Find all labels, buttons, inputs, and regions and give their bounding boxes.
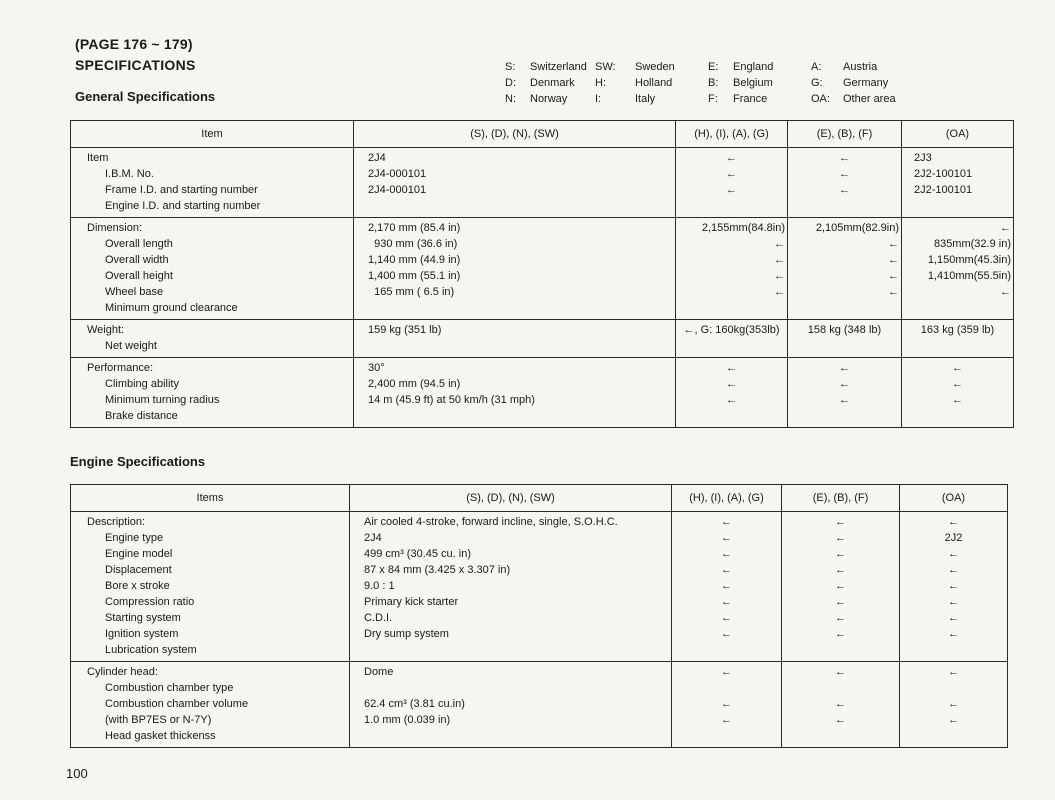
column-header: (E), (B), (F) <box>782 485 900 512</box>
value-cell <box>354 358 676 428</box>
value-cell <box>902 320 1014 358</box>
variant-value: 2,155mm(84.8in) <box>701 222 785 234</box>
spec-value: C.D.I. <box>364 612 393 624</box>
variant-value: ← <box>839 184 850 196</box>
variant-value: ← <box>835 580 846 592</box>
item-cell <box>71 662 350 748</box>
value-cell <box>902 148 1014 218</box>
item-label: Lubrication system <box>105 644 197 656</box>
variant-value: ← <box>948 628 959 640</box>
value-cell <box>902 218 1014 320</box>
group-title: Description: <box>87 516 146 528</box>
value-cell <box>350 662 672 748</box>
item-cell <box>71 358 354 428</box>
variant-value: ← <box>721 564 732 576</box>
value-cell <box>676 358 788 428</box>
value-cell <box>782 662 900 748</box>
value-cell <box>672 512 782 662</box>
table-row <box>71 320 1014 358</box>
legend-code: N: <box>505 93 516 105</box>
table-row <box>71 218 1014 320</box>
legend-country: Austria <box>843 61 878 73</box>
item-label: Overall height <box>105 270 173 282</box>
spec-value: 2J4 <box>364 532 382 544</box>
variant-value: 163 kg (359 lb) <box>920 324 995 336</box>
spec-value: 87 x 84 mm (3.425 x 3.307 in) <box>364 564 511 576</box>
column-header: (OA) <box>900 485 1008 512</box>
table-row <box>71 512 1008 662</box>
legend-country: Sweden <box>635 61 675 73</box>
variant-value: ← <box>726 394 737 406</box>
legend-code: E: <box>708 61 719 73</box>
variant-value: ← <box>888 286 899 298</box>
variant-value: ← <box>948 714 959 726</box>
variant-value: ← <box>774 238 785 250</box>
variant-value: 158 kg (348 lb) <box>807 324 882 336</box>
item-label: Engine model <box>105 548 173 560</box>
group-title: Cylinder head: <box>87 666 158 678</box>
item-label: Wheel base <box>105 286 164 298</box>
legend-country: Germany <box>843 77 889 89</box>
legend-code: I: <box>595 93 602 105</box>
legend-country: Norway <box>530 93 568 105</box>
value-cell <box>354 218 676 320</box>
spec-value: 62.4 cm³ (3.81 cu.in) <box>364 698 465 710</box>
spec-value: Air cooled 4-stroke, forward incline, single, S.O.H.C. <box>364 516 618 528</box>
legend-code: B: <box>708 77 719 89</box>
legend-country: Denmark <box>530 77 575 89</box>
variant-value: ← <box>839 378 850 390</box>
spec-value: 2J4 <box>368 152 386 164</box>
variant-value: ← <box>839 152 850 164</box>
page-number: 100 <box>66 766 88 781</box>
item-label: I.B.M. No. <box>105 168 154 180</box>
legend-country: Holland <box>635 77 673 89</box>
spec-value <box>364 680 671 696</box>
legend-country: Italy <box>635 93 656 105</box>
legend-country: Belgium <box>733 77 773 89</box>
legend-code: A: <box>811 61 822 73</box>
variant-value: ← <box>721 612 732 624</box>
legend-country: Switzerland <box>530 61 587 73</box>
item-label: Overall length <box>105 238 173 250</box>
column-header: (S), (D), (N), (SW) <box>354 121 676 148</box>
variant-value: ← <box>726 184 737 196</box>
engine-specifications-heading: Engine Specifications <box>70 454 206 469</box>
legend-country: Other area <box>843 93 896 105</box>
table-header-row <box>71 485 1008 512</box>
value-cell <box>788 320 902 358</box>
spec-value: 2,170 mm (85.4 in) <box>368 222 461 234</box>
page-title: SPECIFICATIONS <box>75 57 196 73</box>
item-label: Net weight <box>105 340 157 352</box>
variant-value <box>672 680 781 696</box>
spec-value: 499 cm³ (30.45 cu. in) <box>364 548 471 560</box>
table-row <box>71 358 1014 428</box>
variant-value: 2J2 <box>944 532 963 544</box>
item-label: Engine type <box>105 532 164 544</box>
spec-value: 30° <box>368 362 385 374</box>
variant-value: ← <box>835 564 846 576</box>
spec-value: 159 kg (351 lb) <box>368 324 442 336</box>
variant-value: ← <box>774 286 785 298</box>
variant-value: ← <box>721 596 732 608</box>
variant-value: 2J2-100101 <box>914 184 973 196</box>
value-cell <box>676 320 788 358</box>
variant-value <box>900 680 1007 696</box>
variant-value: ← <box>721 516 732 528</box>
item-cell <box>71 320 354 358</box>
item-cell <box>71 148 354 218</box>
variant-value: ← <box>839 362 850 374</box>
general-specifications-table <box>70 120 1014 428</box>
column-header: Item <box>71 121 354 148</box>
variant-value: 2,105mm(82.9in) <box>815 222 899 234</box>
value-cell <box>782 512 900 662</box>
variant-value: ← <box>952 362 963 374</box>
variant-value: ← <box>835 596 846 608</box>
variant-value: ← <box>726 168 737 180</box>
variant-value: ← <box>948 612 959 624</box>
value-cell <box>350 512 672 662</box>
legend-code: H: <box>595 77 606 89</box>
variant-value: ← <box>835 714 846 726</box>
variant-value: ← <box>835 698 846 710</box>
item-label: Climbing ability <box>105 378 179 390</box>
variant-value: ← <box>726 152 737 164</box>
item-label: Overall width <box>105 254 169 266</box>
item-label: (with BP7ES or N-7Y) <box>105 714 212 726</box>
variant-value: ← <box>839 168 850 180</box>
variant-value: ← <box>948 548 959 560</box>
variant-value: ← <box>774 254 785 266</box>
variant-value: ← <box>839 394 850 406</box>
legend-code: SW: <box>595 61 616 73</box>
engine-specifications-table <box>70 484 1008 748</box>
variant-value: ← <box>948 596 959 608</box>
spec-value: 1,400 mm (55.1 in) <box>368 270 461 282</box>
legend-code: OA: <box>811 93 830 105</box>
legend-code: G: <box>811 77 823 89</box>
variant-value: ← <box>888 238 899 250</box>
item-label: Head gasket thickenss <box>105 730 216 742</box>
table-row <box>71 662 1008 748</box>
group-title: Weight: <box>87 324 125 336</box>
item-label: Minimum turning radius <box>105 394 220 406</box>
variant-value: ← <box>948 666 959 678</box>
legend-code: F: <box>708 93 718 105</box>
table-row <box>71 148 1014 218</box>
legend-country: England <box>733 61 774 73</box>
spec-value: 1,140 mm (44.9 in) <box>368 254 461 266</box>
value-cell <box>676 218 788 320</box>
value-cell <box>672 662 782 748</box>
variant-value: ← <box>888 254 899 266</box>
general-specifications-heading: General Specifications <box>75 89 216 104</box>
variant-value: ← <box>952 378 963 390</box>
spec-value: 930 mm (36.6 in) <box>368 238 458 250</box>
spec-value: 2J4-000101 <box>368 184 427 196</box>
variant-value: ← <box>721 714 732 726</box>
country-legend <box>505 61 915 109</box>
item-label: Bore x stroke <box>105 580 170 592</box>
variant-value: ← <box>1000 222 1011 234</box>
variant-value: ← <box>721 580 732 592</box>
variant-value: ← <box>948 516 959 528</box>
spec-value: Dome <box>364 666 394 678</box>
variant-value: ← <box>835 532 846 544</box>
column-header: (S), (D), (N), (SW) <box>350 485 672 512</box>
variant-value: 1,150mm(45.3in) <box>927 254 1011 266</box>
spec-value: 14 m (45.9 ft) at 50 km/h (31 mph) <box>368 394 535 406</box>
variant-value: 2J2-100101 <box>914 168 973 180</box>
item-label: Combustion chamber volume <box>105 698 249 710</box>
variant-value: ← <box>835 628 846 640</box>
spec-value: 9.0 : 1 <box>364 580 395 592</box>
item-cell <box>71 218 354 320</box>
group-title: Item <box>87 152 109 164</box>
variant-value: ← <box>774 270 785 282</box>
value-cell <box>900 512 1008 662</box>
variant-value: ← <box>721 666 732 678</box>
item-label: Engine I.D. and starting number <box>105 200 261 212</box>
variant-value: 2J3 <box>914 152 932 164</box>
column-header: (H), (I), (A), (G) <box>676 121 788 148</box>
value-cell <box>900 662 1008 748</box>
page-reference: (PAGE 176 ~ 179) <box>75 36 193 52</box>
variant-value: 1,410mm(55.5in) <box>927 270 1011 282</box>
item-label: Displacement <box>105 564 172 576</box>
item-label: Compression ratio <box>105 596 195 608</box>
value-cell <box>788 148 902 218</box>
legend-country: France <box>733 93 768 105</box>
column-header: (E), (B), (F) <box>788 121 902 148</box>
item-label: Combustion chamber type <box>105 682 234 694</box>
variant-value: ← <box>948 698 959 710</box>
column-header: (H), (I), (A), (G) <box>672 485 782 512</box>
value-cell <box>788 358 902 428</box>
item-label: Starting system <box>105 612 181 624</box>
variant-value: ← <box>835 516 846 528</box>
spec-value: 2J4-000101 <box>368 168 427 180</box>
item-label: Frame I.D. and starting number <box>105 184 258 196</box>
variant-value: ← <box>721 548 732 560</box>
variant-value: ←, G: 160kg(353lb) <box>683 324 780 336</box>
spec-value: 165 mm ( 6.5 in) <box>368 286 455 298</box>
legend-code: S: <box>505 61 516 73</box>
item-label: Brake distance <box>105 410 178 422</box>
group-title: Performance: <box>87 362 154 374</box>
item-label: Minimum ground clearance <box>105 302 238 314</box>
variant-value: ← <box>948 564 959 576</box>
column-header: (OA) <box>902 121 1014 148</box>
item-cell <box>71 512 350 662</box>
spec-value: Primary kick starter <box>364 596 459 608</box>
table-header-row <box>71 121 1014 148</box>
variant-value: ← <box>835 612 846 624</box>
value-cell <box>788 218 902 320</box>
column-header: Items <box>71 485 350 512</box>
variant-value: ← <box>1000 286 1011 298</box>
item-label: Ignition system <box>105 628 179 640</box>
variant-value: ← <box>726 362 737 374</box>
variant-value: ← <box>721 532 732 544</box>
variant-value: ← <box>721 628 732 640</box>
variant-value: ← <box>726 378 737 390</box>
variant-value: ← <box>888 270 899 282</box>
variant-value <box>782 680 899 696</box>
value-cell <box>354 320 676 358</box>
spec-value: Dry sump system <box>364 628 449 640</box>
value-cell <box>676 148 788 218</box>
group-title: Dimension: <box>87 222 143 234</box>
variant-value: ← <box>952 394 963 406</box>
variant-value: ← <box>835 666 846 678</box>
variant-value: 835mm(32.9 in) <box>933 238 1011 250</box>
legend-code: D: <box>505 77 516 89</box>
spec-value: 2,400 mm (94.5 in) <box>368 378 461 390</box>
variant-value: ← <box>948 580 959 592</box>
variant-value: ← <box>835 548 846 560</box>
spec-value: 1.0 mm (0.039 in) <box>364 714 451 726</box>
value-cell <box>354 148 676 218</box>
variant-value: ← <box>721 698 732 710</box>
value-cell <box>902 358 1014 428</box>
